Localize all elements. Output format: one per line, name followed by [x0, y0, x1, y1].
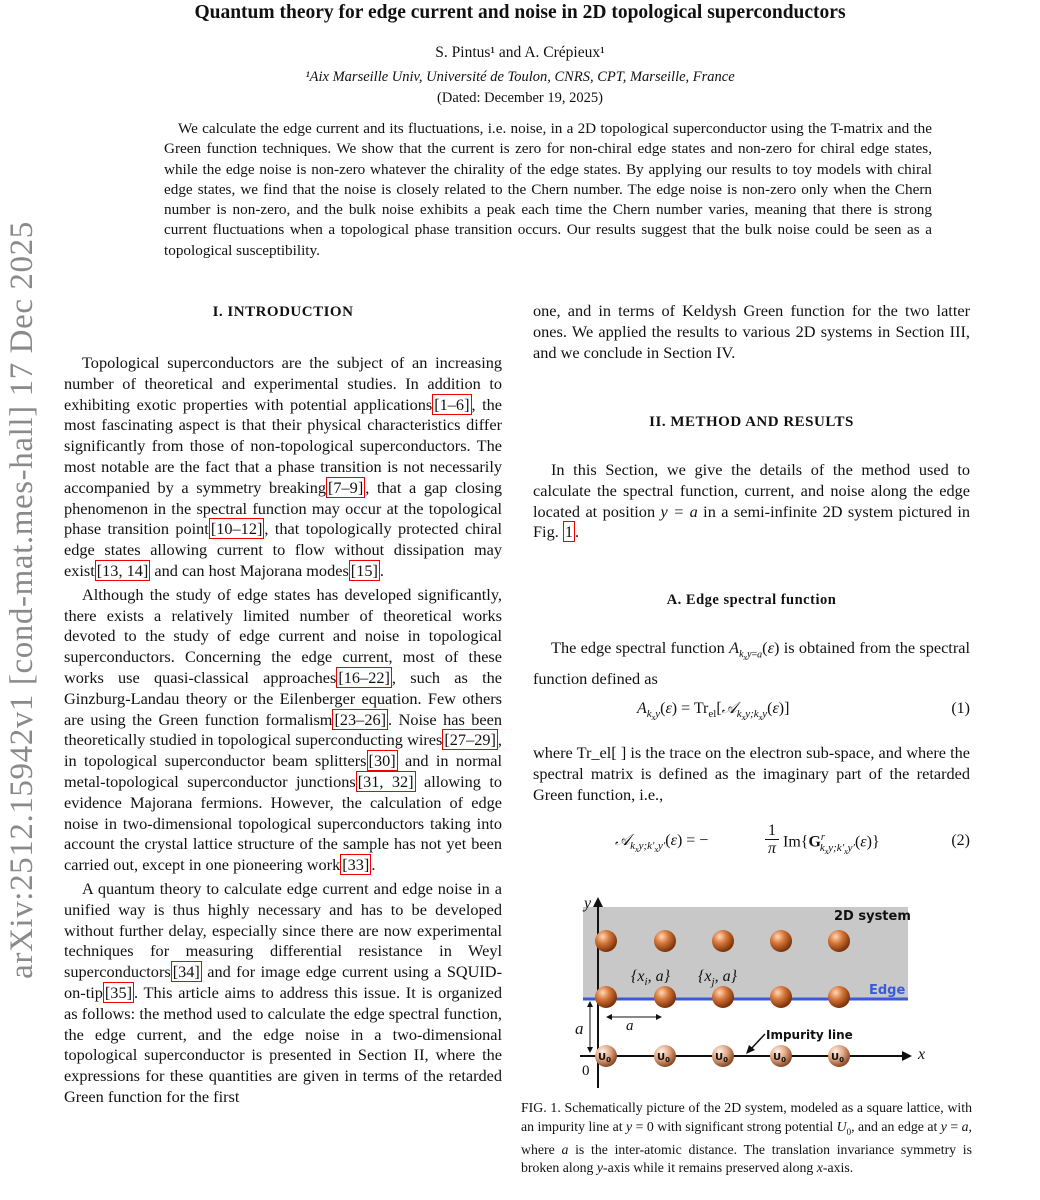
paper-title: Quantum theory for edge current and noise in 2D topological superconductors — [194, 2, 846, 23]
citation-link[interactable]: [33] — [342, 855, 370, 875]
arrow-left-icon — [606, 1014, 612, 1020]
atom — [712, 930, 734, 952]
equation-1: $A_{k_xy}(\varepsilon)$ = $Tr_{el}[𝒜_{k_xy;k_xy}(\varepsilon)]$ (1) — [637, 700, 970, 723]
y-axis-arrow-icon — [593, 897, 603, 907]
atom — [595, 986, 617, 1008]
u0-label: $U_0$ — [598, 1052, 611, 1064]
citation-link[interactable]: [13, 14] — [96, 560, 149, 580]
label-xj-a: {$x_j$, a} — [698, 968, 737, 988]
intro-paragraph-2: Although the study of edge states has developed significantly, there exists a relatively limited number of theoretical works devoted to the study of edge current and noise in topological superconductors. Concerning the edge current, most of these works use quasi-classical approaches [16–22] , such as the Ginzburg-Landau theory or the Eilenberger equation. Few others are using the Green function formalism [23–26] . Noise has been theoretically studied in topological superconducting wires [27–29] , in topological superconductor beam splitters [30] and in normal metal-topological superconductor junctions [31, 32] allowing to evidence Majorana fermions. However, the calculation of edge noise in two-dimensional topological superconductors taking into account the crystal lattice structure of the sample has not yet been carried out, except in one pioneering work [33] . — [64, 584, 503, 875]
label-a-horizontal: a — [626, 1018, 634, 1034]
arrow-down-icon — [587, 1047, 593, 1053]
figure-caption: FIG. 1. Schematically picture of the 2D system, modeled as a square lattice, with an impurity line at y = 0 with significant strong potential $U_0$, and an edge at y = a, where a is the inter-atomic distance. The translation invariance symmetry is broken along y-axis while it remains preserved along x-axis. — [521, 1100, 972, 1176]
equation-2: 𝒜$_{k_xy;k'_xy'}$(ε) = − 1 π $Im\{G^r_{k_xy;k'_xy'}(\varepsilon)\}$ (2) — [615, 822, 970, 857]
intro-paragraph-3: A quantum theory to calculate edge current and edge noise in a unified way is thus highly necessary and has to be developed without further delay, especially since there are now experimental techniques for measuring differential resistance in Weyl superconductors [34] and for image edge current using a SQUID-on-tip [35] . This article aims to address this issue. It is organized as follows: the method used to calculate the edge spectral function, the edge current, and the edge noise in a two-dimensional topological superconductor is presented in Section II, where the expressions for these quantities are given in terms of the retarded Green function for the first — [64, 878, 502, 1106]
axis-x-label: x — [918, 1046, 926, 1063]
label-zero: 0 — [582, 1063, 590, 1079]
figure-link[interactable]: 1 — [564, 522, 574, 542]
citation-link[interactable]: [31, 32] — [357, 771, 414, 791]
citation-link[interactable]: [10–12] — [210, 519, 263, 539]
intro-paragraph-1: Topological superconductors are the subject of an increasing number of theoretical and experimental studies. In addition to exhibiting exotic properties with potential applications [1–6] , the most fascinating aspect is that their physical characteristics differ significantly from those of non-topological superconductors. The most notable are the fact that a phase transition is not necessarily accompanied by a symmetry breaking [7–9] , that a gap closing phenomenon in the spectral function may occur at the topological phase transition point [10–12] , that topologically protected chiral edge states allowing current to flow without dissipation may exist [13, 14] and can host Majorana modes [15] . — [64, 353, 503, 580]
u0-label: $U_0$ — [773, 1052, 786, 1064]
atom — [770, 986, 792, 1008]
citation-link[interactable]: [7–9] — [327, 477, 364, 497]
u0-label: $U_0$ — [715, 1052, 728, 1064]
authors: S. Pintus¹ and A. Crépieux¹ — [435, 44, 605, 61]
u0-label: $U_0$ — [831, 1052, 844, 1064]
right-column-continuation: one, and in terms of Keldysh Green function for the two latter ones. We applied the results to various 2D systems in Section III, and we conclude in Section IV. — [533, 301, 970, 362]
citation-link[interactable]: [34] — [172, 962, 200, 982]
citation-link[interactable]: [35] — [104, 982, 133, 1002]
citation-link[interactable]: [27–29] — [444, 730, 496, 750]
citation-link[interactable]: [15] — [350, 560, 378, 580]
left-column — [64, 353, 502, 1108]
method-paragraph: In this Section, we give the details of the method used to calculate the spectral function, current, and noise along the edge located at position y = a in a semi-infinite 2D system pictured in Fig. 1 . — [533, 460, 970, 542]
atom — [654, 986, 676, 1008]
arrow-right-icon — [656, 1014, 662, 1020]
label-a-vertical: a — [575, 1019, 584, 1038]
section-introduction: I. INTRODUCTION — [212, 304, 354, 320]
atom — [828, 930, 850, 952]
label-xi-a: {$x_i$, a} — [631, 968, 670, 988]
section-method: II. METHOD AND RESULTS — [649, 414, 854, 430]
arrow-up-icon — [587, 1001, 593, 1007]
atom — [595, 930, 617, 952]
spectral-paragraph: The edge spectral function $A_{k_xy=a}(\varepsilon)$ is obtained from the spectral function defined as — [533, 638, 970, 689]
citation-link[interactable]: [23–26] — [334, 709, 387, 729]
citation-link[interactable]: [30] — [368, 751, 396, 771]
citation-link[interactable]: [1–6] — [434, 394, 470, 414]
dated: (Dated: December 19, 2025) — [437, 90, 603, 106]
subsection-edge-spectral: A. Edge spectral function — [666, 592, 837, 608]
impurity-pointer — [750, 1034, 765, 1050]
x-axis-arrow-icon — [902, 1051, 912, 1061]
citation-link[interactable]: [16–22] — [338, 667, 390, 687]
axis-y-label: y — [584, 895, 592, 912]
atom — [770, 930, 792, 952]
lattice-diagram — [560, 893, 972, 1093]
abstract: We calculate the edge current and its fluctuations, i.e. noise, in a 2D topological superconductor using the T-matrix and the Green function techniques. We show that the current is zero for non-chiral edge states and non-zero for chiral edge states, while the edge noise is non-zero whatever the chirality of the edge states. By applying our results to toy models with chiral edge states, we find that the noise is closely related to the Chern number. The edge noise is non-zero only when the Chern number is non-zero, and the bulk noise exhibits a peak each time the Chern number varies, meaning that there is strong current fluctuations when a topological phase transition occurs. Our results suggest that the bulk noise could be seen as a topological susceptibility. — [164, 120, 932, 259]
figure-1 — [560, 893, 972, 1093]
trace-paragraph: where Tr_el[ ] is the trace on the electron sub-space, and where the spectral matrix is defined as the imaginary part of the retarded Green function, i.e., — [533, 743, 970, 804]
label-edge: Edge — [869, 983, 906, 998]
label-impurity-line: Impurity line — [766, 1028, 853, 1042]
atom — [712, 986, 734, 1008]
u0-label: $U_0$ — [657, 1052, 670, 1064]
atom — [828, 986, 850, 1008]
label-2d-system: 2D system — [834, 909, 911, 924]
affiliation: ¹Aix Marseille Univ, Université de Toulon, CNRS, CPT, Marseille, France — [305, 69, 735, 85]
atom — [654, 930, 676, 952]
